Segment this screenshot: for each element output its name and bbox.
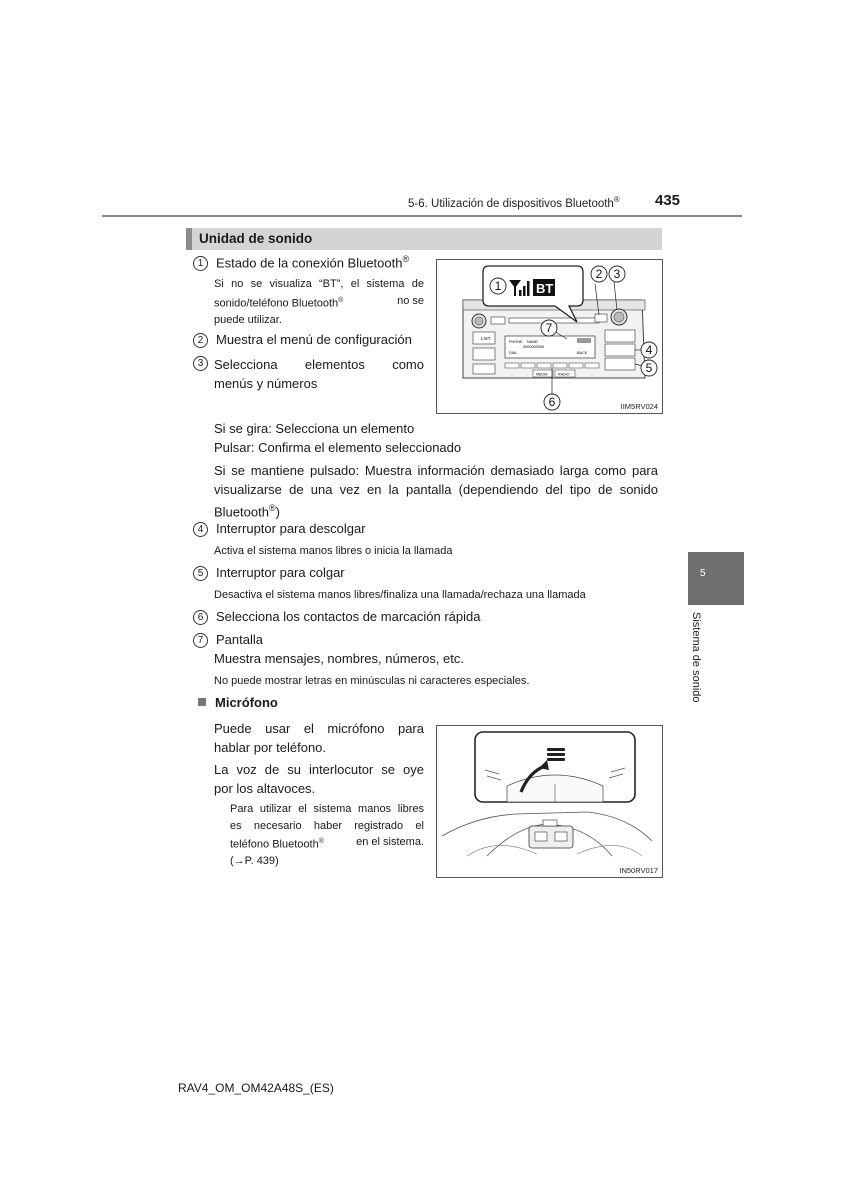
svg-text:6: 6 bbox=[548, 395, 556, 409]
list-item-6: 6 Selecciona los contactos de marcación rápida bbox=[193, 609, 480, 625]
list-item-3: 3 bbox=[193, 355, 216, 371]
chapter-label: Sistema de sonido bbox=[690, 612, 702, 703]
chapter-tab bbox=[688, 552, 744, 605]
item-7-sub: Muestra mensajes, nombres, números, etc. bbox=[214, 651, 464, 666]
chapter-number: 5 bbox=[700, 568, 706, 579]
figure-code: IIM5RV024 bbox=[620, 402, 658, 411]
svg-text:NAME: NAME bbox=[527, 340, 538, 344]
item-3-text: Selecciona elementos como menús y números bbox=[214, 357, 424, 391]
svg-text:5: 5 bbox=[645, 361, 653, 375]
header-section-title: 5-6. Utilización de dispositivos Bluetooth® bbox=[408, 195, 620, 210]
svg-text:MEDIA: MEDIA bbox=[536, 372, 548, 377]
microphone-illustration bbox=[437, 726, 662, 877]
list-item-7: 7 Pantalla bbox=[193, 632, 263, 648]
svg-text:PHONE: PHONE bbox=[509, 340, 523, 344]
item-4-note: Activa el sistema manos libres o inicia la llamada bbox=[214, 545, 453, 557]
svg-text:3: 3 bbox=[613, 267, 621, 281]
svg-text:4: 4 bbox=[645, 343, 653, 357]
audio-unit-illustration bbox=[437, 260, 662, 413]
audio-unit-figure bbox=[436, 259, 663, 414]
item-7-note: No puede mostrar letras en minúsculas ni caracteres especiales. bbox=[214, 675, 530, 687]
footer-code: RAV4_OM_OM42A48S_(ES) bbox=[178, 1081, 334, 1095]
item-3-detail: Si se gira: Selecciona un elemento Pulsar: Confirma el elemento seleccionado Si se mantiene pulsado: Muestra información demasiado larga como para visualizarse de una vez en la pantalla (dependiendo del tipo de sonido Bluetooth®) bbox=[214, 421, 658, 520]
svg-text:BT: BT bbox=[536, 281, 554, 296]
microphone-text: Puede usar el micrófono para hablar por teléfono. La voz de su interlocutor se oye por los altavoces. bbox=[214, 721, 424, 796]
microphone-figure bbox=[436, 725, 663, 878]
svg-text:BACK: BACK bbox=[577, 351, 588, 355]
svg-text:DIAL: DIAL bbox=[509, 351, 518, 355]
section-heading: Unidad de sonido bbox=[186, 228, 662, 250]
hang-up-button bbox=[605, 358, 635, 370]
pick-up-button bbox=[605, 344, 635, 356]
page-number: 435 bbox=[655, 192, 681, 209]
microphone-icon bbox=[547, 748, 565, 761]
svg-text:1: 1 bbox=[494, 279, 502, 293]
svg-text:7: 7 bbox=[545, 321, 553, 335]
square-bullet-icon bbox=[198, 698, 206, 706]
microphone-note: Para utilizar el sistema manos libres es necesario haber registrado el teléfono Bluetooth® en el sistema. (→P. 439) bbox=[230, 803, 424, 868]
list-item-1: 1 Estado de la conexión Bluetooth® bbox=[193, 254, 409, 271]
item-1-note: Si no se visualiza “BT”, el sistema de sonido/teléfono Bluetooth® no se puede utilizar. bbox=[214, 278, 424, 326]
svg-text:0000000000: 0000000000 bbox=[523, 345, 545, 349]
item-5-note: Desactiva el sistema manos libres/finaliza una llamada/rechaza una llamada bbox=[214, 589, 586, 601]
svg-text:LIST: LIST bbox=[481, 336, 491, 341]
figure-code: IN50RV017 bbox=[619, 866, 658, 875]
header-rule bbox=[102, 215, 742, 217]
svg-text:RADIO: RADIO bbox=[558, 372, 570, 377]
svg-text:2: 2 bbox=[595, 267, 603, 281]
microphone-heading: Micrófono bbox=[198, 695, 278, 710]
list-item-4: 4 Interruptor para descolgar bbox=[193, 521, 366, 537]
list-item-2: 2 Muestra el menú de configuración bbox=[193, 332, 412, 348]
list-item-5: 5 Interruptor para colgar bbox=[193, 565, 345, 581]
